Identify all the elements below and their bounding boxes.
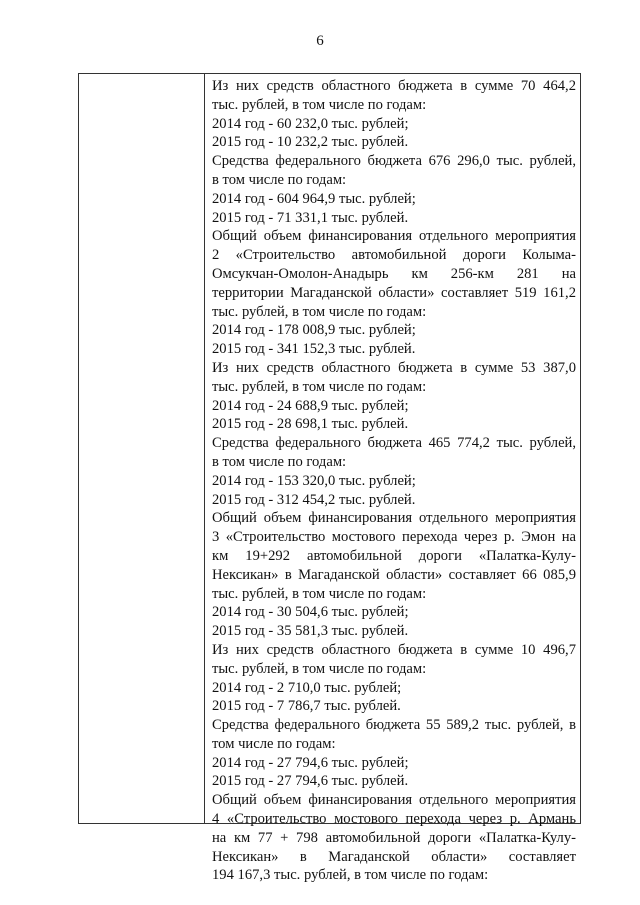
- text-line: Из них средств областного бюджета в сумме 53 387,0: [212, 359, 576, 376]
- text-line: Из них средств областного бюджета в сумме 10 496,7: [212, 641, 576, 658]
- text-line: Средства федерального бюджета 465 774,2 тыс. рублей,: [212, 435, 576, 452]
- text-line: Нексикан» в Магаданской области» составляет 66 085,9: [212, 566, 576, 583]
- text-line: территории Магаданской области» составляет 519 161,2: [212, 284, 576, 301]
- text-line: тыс. рублей, в том числе по годам:: [212, 660, 427, 677]
- text-line: 2014 год - 27 794,6 тыс. рублей;: [212, 754, 409, 771]
- text-line: км 19+292 автомобильной дороги «Палатка-Кулу-: [212, 547, 576, 564]
- text-line: 2014 год - 178 008,9 тыс. рублей;: [212, 322, 416, 339]
- text-line: 2015 год - 312 454,2 тыс. рублей.: [212, 491, 416, 508]
- text-line: 2015 год - 27 794,6 тыс. рублей.: [212, 773, 409, 790]
- text-line: 2 «Строительство автомобильной дороги Колыма-: [212, 247, 576, 264]
- page-number: 6: [316, 33, 324, 49]
- table-right-cell: [212, 77, 576, 885]
- text-line: 2015 год - 7 786,7 тыс. рублей.: [212, 698, 401, 715]
- text-line: Общий объем финансирования отдельного мероприятия: [212, 792, 576, 809]
- text-line: 2015 год - 71 331,1 тыс. рублей.: [212, 209, 409, 226]
- text-line: Омсукчан-Омолон-Анадырь км 256-км 281 на: [212, 265, 576, 282]
- text-line: 2015 год - 341 152,3 тыс. рублей.: [212, 341, 416, 358]
- text-line: 3 «Строительство мостового перехода через р. Эмон на: [212, 529, 576, 546]
- text-line: 2014 год - 2 710,0 тыс. рублей;: [212, 679, 402, 696]
- text-line: 2014 год - 24 688,9 тыс. рублей;: [212, 397, 409, 414]
- text-line: на км 77 + 798 автомобильной дороги «Палатка-Кулу-: [212, 829, 576, 846]
- text-line: том числе по годам:: [212, 735, 336, 752]
- text-line: 2015 год - 28 698,1 тыс. рублей.: [212, 416, 409, 433]
- text-line: в том числе по годам:: [212, 453, 347, 470]
- table-left-cell: [79, 74, 205, 823]
- text-line: тыс. рублей, в том числе по годам:: [212, 96, 427, 113]
- text-line: 2014 год - 60 232,0 тыс. рублей;: [212, 115, 409, 132]
- text-line: 2014 год - 153 320,0 тыс. рублей;: [212, 472, 416, 489]
- text-line: 194 167,3 тыс. рублей, в том числе по годам:: [212, 867, 489, 884]
- text-line: 4 «Строительство мостового перехода через р. Армань: [212, 811, 576, 828]
- text-line: 2015 год - 35 581,3 тыс. рублей.: [212, 623, 409, 640]
- text-line: тыс. рублей, в том числе по годам:: [212, 378, 427, 395]
- text-line: 2014 год - 604 964,9 тыс. рублей;: [212, 190, 416, 207]
- text-line: в том числе по годам:: [212, 171, 347, 188]
- text-line: Нексикан» в Магаданской области» составляет: [212, 848, 576, 865]
- text-line: 2015 год - 10 232,2 тыс. рублей.: [212, 134, 409, 151]
- text-line: 2014 год - 30 504,6 тыс. рублей;: [212, 604, 409, 621]
- text-line: тыс. рублей, в том числе по годам:: [212, 585, 427, 602]
- text-line: Из них средств областного бюджета в сумме 70 464,2: [212, 78, 576, 94]
- text-line: Общий объем финансирования отдельного мероприятия: [212, 510, 576, 527]
- text-line: Средства федерального бюджета 55 589,2 тыс. рублей, в: [212, 717, 576, 734]
- document-table: [78, 73, 581, 884]
- text-line: тыс. рублей, в том числе по годам:: [212, 303, 427, 320]
- text-line: Средства федерального бюджета 676 296,0 тыс. рублей,: [212, 153, 576, 170]
- text-line: Общий объем финансирования отдельного мероприятия: [212, 228, 576, 245]
